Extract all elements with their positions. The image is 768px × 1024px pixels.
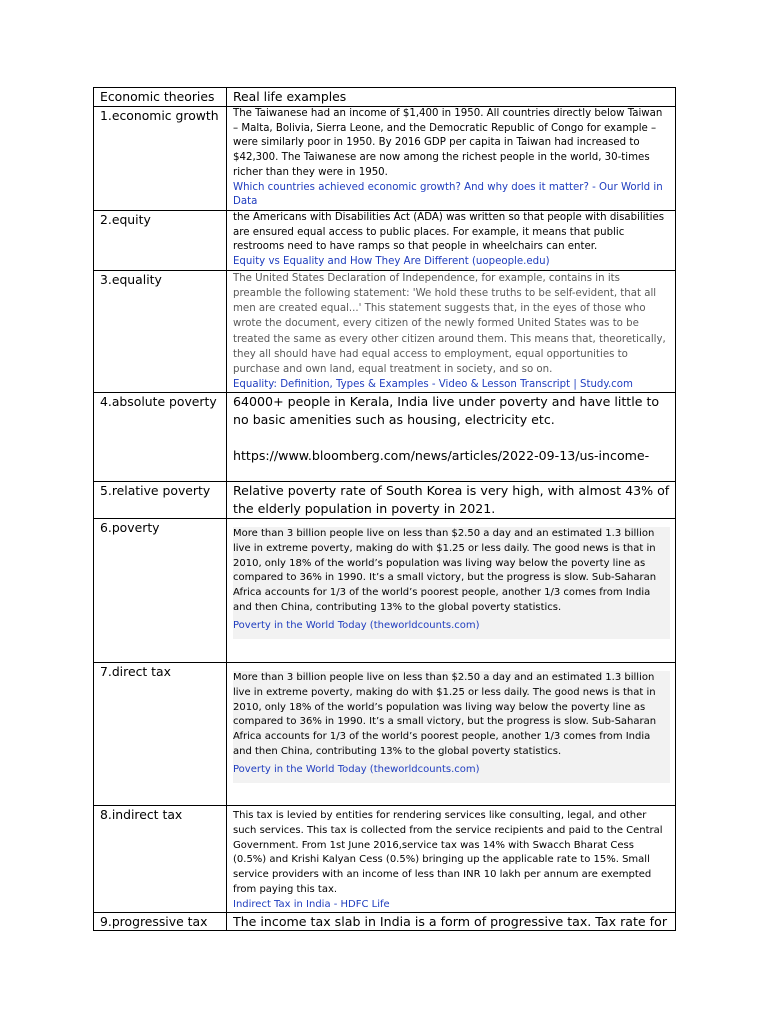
table-row	[94, 663, 676, 806]
source-link[interactable]: Poverty in the World Today (theworldcounts.com)	[233, 619, 480, 631]
theory-cell: 6.poverty	[94, 519, 227, 663]
table-row	[94, 210, 676, 270]
example-text: This tax is levied by entities for rendering services like consulting, legal, and other such services. This tax is collected from the service recipients and paid to the Central Government. From 1st June 2016,service tax was 14% with Swacch Bharat Cess (0.5%) and Krishi Kalyan Cess (0.5%) bringing up the applicable rate to 15%. Small service providers with an income of less than INR 10 lakh per annum are exempted from paying this tax.	[233, 810, 663, 895]
example-text: More than 3 billion people live on less than $2.50 a day and an estimated 1.3 billion live in extreme poverty, making do with $1.25 or less daily. The good news is that in 2010, only 18% of the world’s population was living way below the poverty line as compared to 36% in 1990. It’s a small victory, but the progress is slow. Sub-Saharan Africa accounts for 1/3 of the world’s poorest people, another 1/3 comes from India and then China, contributing 13% to the global poverty statistics.	[233, 528, 657, 613]
example-cell	[227, 270, 676, 393]
theory-cell: 3.equality	[94, 270, 227, 393]
theory-cell: 2.equity	[94, 210, 227, 270]
theory-cell: 5.relative poverty	[94, 482, 227, 519]
example-text: The Taiwanese had an income of $1,400 in 1950. All countries directly below Taiwan – Malta, Bolivia, Sierra Leone, and the Democratic Republic of Congo for example – were similarly poor in 1950. By 2016 GDP per capita in Taiwan had increased to $42,300. The Taiwanese are now among the richest people in the world, 30-times richer than they were in 1950.	[233, 108, 663, 178]
table-row	[94, 519, 676, 663]
example-cell	[227, 482, 676, 519]
table-header-row	[94, 88, 676, 107]
source-link[interactable]: Poverty in the World Today (theworldcounts.com)	[233, 763, 480, 775]
table-row	[94, 806, 676, 913]
example-text: Relative poverty rate of South Korea is very high, with almost 43% of the elderly population in poverty in 2021.	[233, 483, 670, 517]
table-row	[94, 107, 676, 211]
header-real-life-examples: Real life examples	[227, 88, 676, 107]
example-text: 64000+ people in Kerala, India live under poverty and have little to no basic amenities such as housing, electricity etc.	[233, 394, 660, 428]
example-cell	[227, 913, 676, 931]
example-cell	[227, 107, 676, 211]
source-link[interactable]: Equality: Definition, Types & Examples - Video & Lesson Transcript | Study.com	[233, 379, 633, 391]
example-text: The income tax slab in India is a form of progressive tax. Tax rate for	[233, 914, 667, 930]
theory-cell: 4.absolute poverty	[94, 393, 227, 482]
theory-cell: 8.indirect tax	[94, 806, 227, 913]
source-link[interactable]: Indirect Tax in India - HDFC Life	[233, 898, 390, 910]
economic-theories-table	[93, 87, 676, 931]
example-cell	[227, 519, 676, 663]
source-url[interactable]: https://www.bloomberg.com/news/articles/2022-09-13/us-income-	[233, 448, 650, 464]
source-link[interactable]: Which countries achieved economic growth? And why does it matter? - Our World in Data	[233, 181, 663, 208]
table-row	[94, 482, 676, 519]
example-text: the Americans with Disabilities Act (ADA) was written so that people with disabilities are ensured equal access to public places. For example, it means that public restrooms need to have ramps so that people in wheelchairs can enter.	[233, 211, 665, 253]
table-row	[94, 393, 676, 482]
theory-cell: 1.economic growth	[94, 107, 227, 211]
example-cell	[227, 210, 676, 270]
theory-cell: 9.progressive tax	[94, 913, 227, 931]
table-row	[94, 913, 676, 931]
source-link[interactable]: Equity vs Equality and How They Are Different (uopeople.edu)	[233, 256, 550, 268]
table-row	[94, 270, 676, 393]
example-cell	[227, 393, 676, 482]
header-economic-theories: Economic theories	[94, 88, 227, 107]
example-cell	[227, 663, 676, 806]
theory-cell: 7.direct tax	[94, 663, 227, 806]
example-text: More than 3 billion people live on less than $2.50 a day and an estimated 1.3 billion live in extreme poverty, making do with $1.25 or less daily. The good news is that in 2010, only 18% of the world’s population was living way below the poverty line as compared to 36% in 1990. It’s a small victory, but the progress is slow. Sub-Saharan Africa accounts for 1/3 of the world’s poorest people, another 1/3 comes from India and then China, contributing 13% to the global poverty statistics.	[233, 672, 657, 757]
example-text: The United States Declaration of Independence, for example, contains in its preamble the following statement: 'We hold these truths to be self-evident, that all men are created equal...' This statement suggests that, in the eyes of those who wrote the document, every citizen of the newly formed United States was to be treated the same as every other citizen around them. This means that, theoretically, they all should have had equal access to employment, equal opportunities to purchase and own land, equal treatment in society, and so on.	[233, 272, 666, 375]
example-cell	[227, 806, 676, 913]
